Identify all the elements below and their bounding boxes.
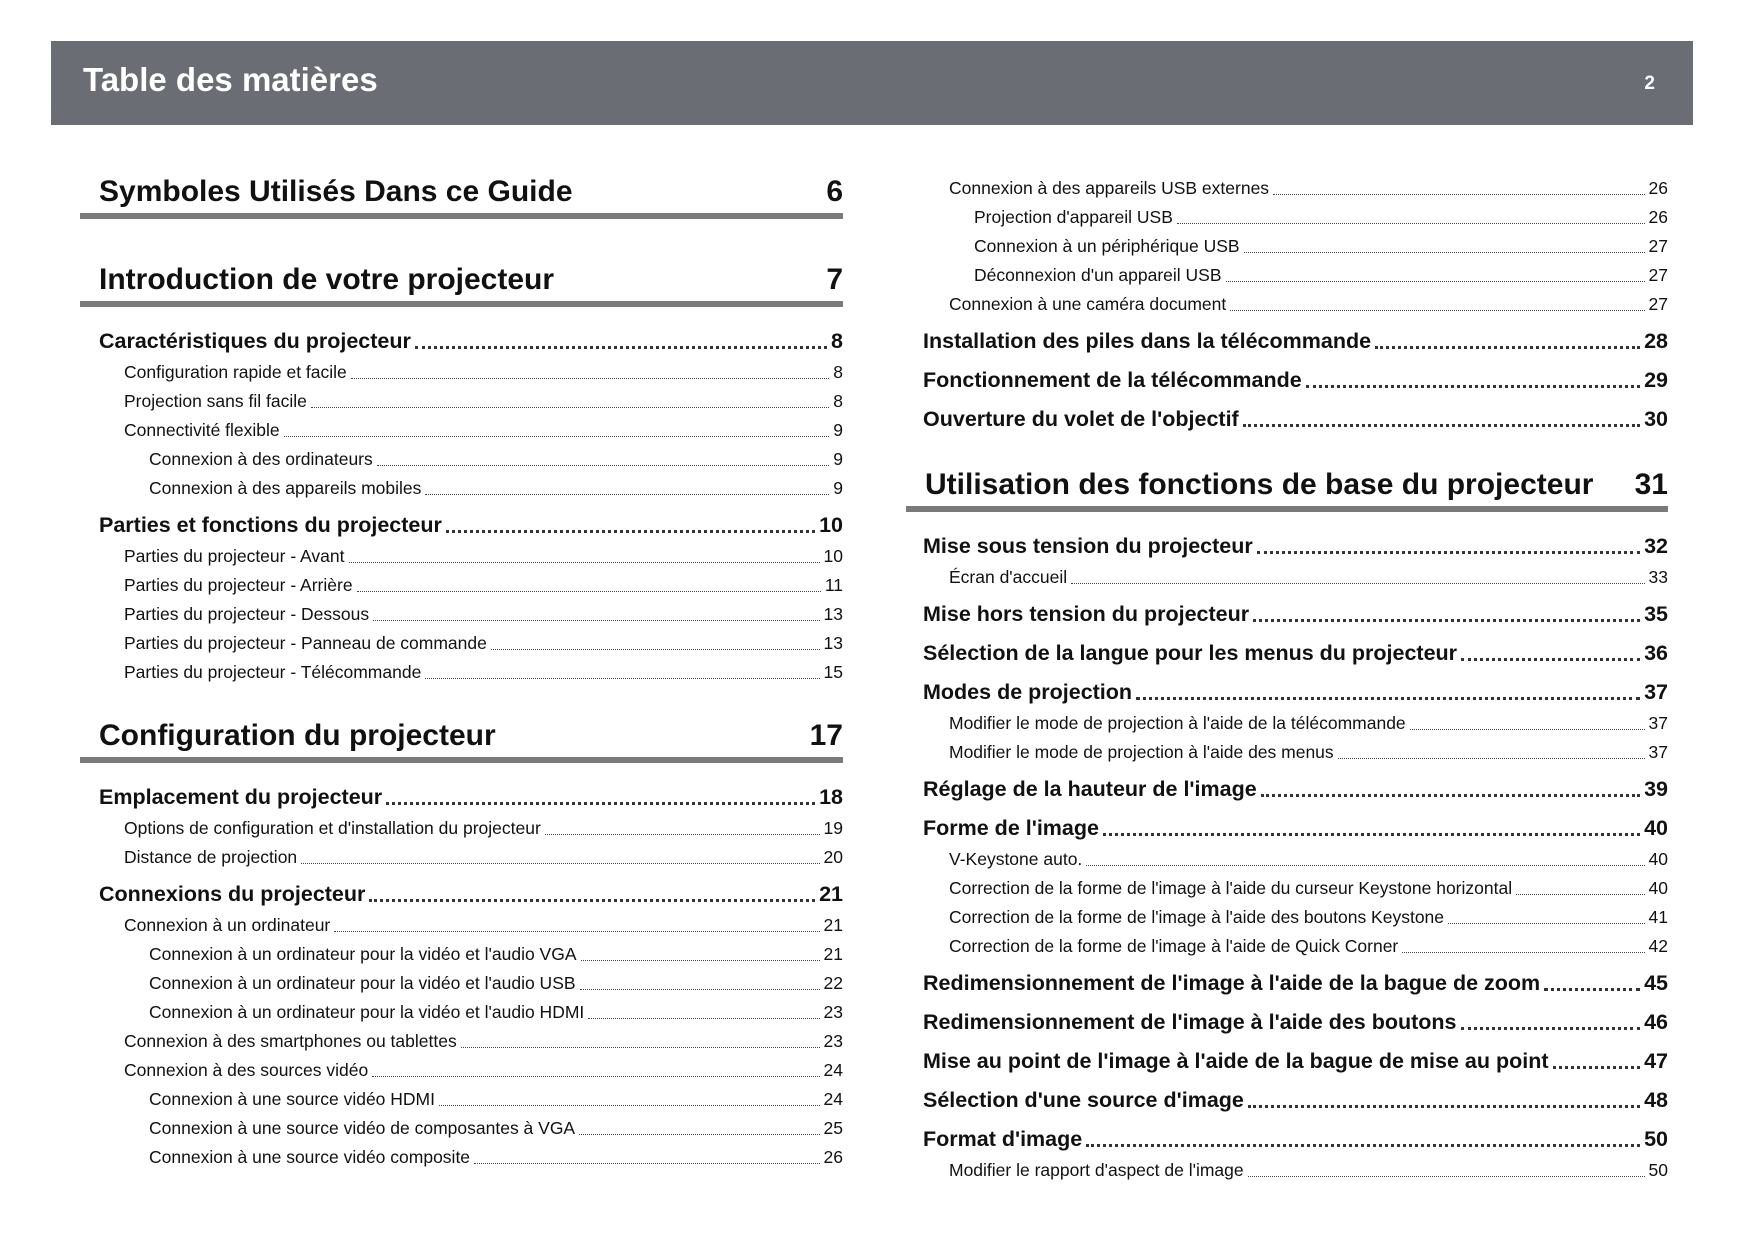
toc-entry-page: 9 <box>833 478 843 498</box>
toc-chapter[interactable] <box>80 697 843 775</box>
toc-entry[interactable] <box>80 1114 843 1143</box>
toc-entry-page: 25 <box>823 1118 843 1138</box>
toc-entry-page: 26 <box>1648 178 1668 198</box>
toc-entry-title: V-Keystone auto. <box>949 849 1083 869</box>
toc-entry[interactable] <box>80 969 843 998</box>
toc-entry-page: 47 <box>1644 1048 1668 1073</box>
dot-leader <box>1516 894 1644 895</box>
dot-leader <box>1248 1176 1645 1177</box>
dot-leader <box>372 1076 819 1077</box>
toc-entry-title: Parties du projecteur - Panneau de commande <box>124 633 487 653</box>
toc-entry-page: 27 <box>1648 265 1668 285</box>
dot-leader <box>1261 794 1640 797</box>
toc-entry-page: 18 <box>819 784 843 809</box>
toc-section[interactable] <box>906 402 1668 436</box>
dot-leader <box>588 1018 819 1019</box>
toc-entry-page: 9 <box>833 449 843 469</box>
toc-right-column <box>906 174 1668 1185</box>
dot-leader <box>1544 988 1640 991</box>
dot-leader <box>446 530 815 533</box>
toc-entry-title: Parties du projecteur - Dessous <box>124 604 370 624</box>
toc-entry-page: 27 <box>1648 294 1668 314</box>
toc-entry[interactable] <box>906 232 1668 261</box>
dot-leader <box>373 620 819 621</box>
toc-entry-title: Connexion à un ordinateur pour la vidéo et l'audio USB <box>149 973 576 993</box>
dot-leader <box>1461 658 1640 661</box>
dot-leader <box>1338 758 1645 759</box>
toc-entry-title: Parties du projecteur - Avant <box>124 546 345 566</box>
dot-leader <box>1244 252 1645 253</box>
toc-entry[interactable] <box>80 416 843 445</box>
toc-entry-page: 8 <box>831 328 843 353</box>
toc-entry-title: Déconnexion d'un appareil USB <box>974 265 1222 285</box>
toc-entry-page: 50 <box>1648 1160 1668 1180</box>
toc-entry[interactable] <box>80 445 843 474</box>
dot-leader <box>581 960 820 961</box>
toc-section[interactable] <box>906 675 1668 709</box>
toc-entry-title: Sélection de la langue pour les menus du projecteur <box>923 640 1458 665</box>
dot-leader <box>545 834 820 835</box>
dot-leader <box>369 899 815 902</box>
toc-entry-title: Mise hors tension du projecteur <box>923 601 1250 626</box>
toc-section[interactable] <box>906 1005 1668 1039</box>
toc-entry-title: Connexions du projecteur <box>99 881 366 906</box>
toc-entry-page: 36 <box>1644 640 1668 665</box>
toc-entry-page: 23 <box>823 1031 843 1051</box>
toc-entry-title: Connexion à une caméra document <box>949 294 1227 314</box>
toc-entry[interactable] <box>80 387 843 416</box>
dot-leader <box>357 591 821 592</box>
toc-entry-title: Correction de la forme de l'image à l'aide du curseur Keystone horizontal <box>949 878 1513 898</box>
toc-entry-page: 7 <box>826 263 843 296</box>
toc-entry[interactable] <box>906 903 1668 932</box>
toc-entry-page: 21 <box>823 915 843 935</box>
toc-entry-page: 45 <box>1644 970 1668 995</box>
toc-entry[interactable] <box>906 738 1668 767</box>
toc-section[interactable] <box>80 780 843 814</box>
dot-leader <box>311 407 829 408</box>
toc-entry-page: 20 <box>823 847 843 867</box>
toc-entry-title: Introduction de votre projecteur <box>99 263 555 296</box>
toc-entry[interactable] <box>80 629 843 658</box>
dot-leader <box>386 802 815 805</box>
toc-entry-page: 29 <box>1644 367 1668 392</box>
toc-entry-title: Modifier le rapport d'aspect de l'image <box>949 1160 1244 1180</box>
dot-leader <box>1375 346 1640 349</box>
toc-entry-page: 33 <box>1648 567 1668 587</box>
toc-entry-title: Connexion à des ordinateurs <box>149 449 373 469</box>
dot-leader <box>1257 551 1640 554</box>
toc-entry-page: 27 <box>1648 236 1668 256</box>
dot-leader <box>425 494 829 495</box>
toc-entry[interactable] <box>80 658 843 687</box>
dot-leader <box>1553 1066 1641 1069</box>
toc-entry[interactable] <box>80 1056 843 1085</box>
dot-leader <box>1306 385 1640 388</box>
toc-entry-title: Parties du projecteur - Télécommande <box>124 662 422 682</box>
dot-leader <box>351 378 829 379</box>
toc-entry-page: 15 <box>823 662 843 682</box>
toc-entry-title: Parties du projecteur - Arrière <box>124 575 353 595</box>
dot-leader <box>1410 729 1645 730</box>
toc-entry-title: Connexion à un ordinateur <box>124 915 331 935</box>
dot-leader <box>334 931 819 932</box>
toc-entry-title: Réglage de la hauteur de l'image <box>923 776 1257 801</box>
toc-entry-page: 41 <box>1648 907 1668 927</box>
toc-entry-title: Modifier le mode de projection à l'aide de la télécommande <box>949 713 1406 733</box>
dot-leader <box>1230 310 1644 311</box>
dot-leader <box>461 1047 820 1048</box>
toc-entry-title: Parties et fonctions du projecteur <box>99 512 442 537</box>
toc-entry[interactable] <box>906 709 1668 738</box>
toc-entry-page: 24 <box>823 1089 843 1109</box>
toc-section[interactable] <box>906 363 1668 397</box>
toc-entry-title: Connexion à une source vidéo HDMI <box>149 1089 435 1109</box>
toc-entry[interactable] <box>80 940 843 969</box>
toc-entry-page: 30 <box>1644 406 1668 431</box>
chapter-divider <box>906 506 1668 512</box>
toc-entry-page: 28 <box>1644 328 1668 353</box>
toc-entry[interactable] <box>906 174 1668 203</box>
toc-entry-title: Ouverture du volet de l'objectif <box>923 406 1239 431</box>
toc-entry-page: 37 <box>1648 742 1668 762</box>
toc-entry-page: 37 <box>1648 713 1668 733</box>
toc-entry-title: Connexion à des appareils mobiles <box>149 478 422 498</box>
toc-left-column <box>80 153 843 1172</box>
toc-entry-page: 40 <box>1648 878 1668 898</box>
dot-leader <box>491 649 820 650</box>
toc-entry-title: Projection sans fil facile <box>124 391 307 411</box>
dot-leader <box>1243 424 1640 427</box>
toc-entry[interactable] <box>906 261 1668 290</box>
toc-entry-page: 26 <box>1648 207 1668 227</box>
toc-entry-page: 39 <box>1644 776 1668 801</box>
toc-entry-title: Caractéristiques du projecteur <box>99 328 411 353</box>
toc-entry[interactable] <box>80 1143 843 1172</box>
toc-entry-page: 40 <box>1648 849 1668 869</box>
toc-entry-title: Distance de projection <box>124 847 298 867</box>
toc-entry-title: Connexion à des sources vidéo <box>124 1060 369 1080</box>
dot-leader <box>377 465 830 466</box>
toc-entry-title: Sélection d'une source d'image <box>923 1087 1244 1112</box>
toc-entry-page: 26 <box>823 1147 843 1167</box>
toc-entry[interactable] <box>906 1156 1668 1185</box>
toc-entry-page: 9 <box>833 420 843 440</box>
page-title: Table des matières <box>83 61 378 98</box>
toc-entry-page: 6 <box>826 175 843 208</box>
dot-leader <box>1086 1144 1640 1147</box>
toc-section[interactable] <box>80 877 843 911</box>
toc-entry-page: 40 <box>1644 815 1668 840</box>
toc-entry-page: 8 <box>833 391 843 411</box>
toc-entry-title: Forme de l'image <box>923 815 1099 840</box>
toc-entry-title: Mise au point de l'image à l'aide de la bague de mise au point <box>923 1048 1549 1073</box>
toc-entry-page: 21 <box>819 881 843 906</box>
toc-section[interactable] <box>906 324 1668 358</box>
dot-leader <box>439 1105 820 1106</box>
toc-chapter[interactable] <box>80 153 843 231</box>
toc-entry-title: Installation des piles dans la télécommande <box>923 328 1372 353</box>
toc-entry-title: Connexion à des appareils USB externes <box>949 178 1270 198</box>
toc-entry-title: Modifier le mode de projection à l'aide des menus <box>949 742 1334 762</box>
toc-entry[interactable] <box>80 571 843 600</box>
toc-entry[interactable] <box>906 290 1668 319</box>
dot-leader <box>1253 619 1640 622</box>
dot-leader <box>301 863 819 864</box>
toc-entry-title: Projection d'appareil USB <box>974 207 1173 227</box>
toc-entry-page: 31 <box>1634 468 1668 501</box>
toc-entry-page: 50 <box>1644 1126 1668 1151</box>
toc-entry-title: Connexion à un périphérique USB <box>974 236 1240 256</box>
toc-entry-title: Connexion à des smartphones ou tablettes <box>124 1031 457 1051</box>
toc-section[interactable] <box>906 811 1668 845</box>
dot-leader <box>1248 1105 1640 1108</box>
toc-entry-title: Connexion à un ordinateur pour la vidéo et l'audio HDMI <box>149 1002 585 1022</box>
toc-entry-title: Connexion à un ordinateur pour la vidéo et l'audio VGA <box>149 944 577 964</box>
toc-section[interactable] <box>906 1122 1668 1156</box>
toc-entry-title: Format d'image <box>923 1126 1083 1151</box>
toc-entry-page: 17 <box>809 719 843 752</box>
toc-section[interactable] <box>906 1044 1668 1078</box>
toc-entry-page: 23 <box>823 1002 843 1022</box>
toc-entry[interactable] <box>80 1027 843 1056</box>
toc-entry[interactable] <box>80 814 843 843</box>
toc-entry-page: 37 <box>1644 679 1668 704</box>
dot-leader <box>349 562 820 563</box>
toc-entry[interactable] <box>906 845 1668 874</box>
toc-entry-page: 13 <box>823 633 843 653</box>
toc-section[interactable] <box>906 597 1668 631</box>
toc-entry-page: 10 <box>823 546 843 566</box>
dot-leader <box>579 1134 819 1135</box>
toc-entry-page: 24 <box>823 1060 843 1080</box>
toc-entry-title: Connexion à une source vidéo de composantes à VGA <box>149 1118 576 1138</box>
toc-entry-title: Configuration du projecteur <box>99 719 496 752</box>
toc-entry[interactable] <box>906 874 1668 903</box>
dot-leader <box>1136 697 1640 700</box>
toc-section[interactable] <box>80 324 843 358</box>
dot-leader <box>1086 865 1644 866</box>
toc-section[interactable] <box>906 529 1668 563</box>
toc-entry-title: Redimensionnement de l'image à l'aide de la bague de zoom <box>923 970 1541 995</box>
toc-entry-page: 13 <box>823 604 843 624</box>
toc-entry[interactable] <box>906 932 1668 961</box>
dot-leader <box>1402 952 1644 953</box>
toc-entry-page: 10 <box>819 512 843 537</box>
toc-chapter[interactable] <box>906 446 1668 524</box>
toc-entry-title: Utilisation des fonctions de base du projecteur <box>925 468 1594 501</box>
dot-leader <box>580 989 820 990</box>
toc-entry-title: Connectivité flexible <box>124 420 280 440</box>
toc-entry-title: Connexion à une source vidéo composite <box>149 1147 471 1167</box>
dot-leader <box>284 436 830 437</box>
toc-section[interactable] <box>906 966 1668 1000</box>
toc-section[interactable] <box>906 636 1668 670</box>
toc-entry-title: Modes de projection <box>923 679 1133 704</box>
toc-entry[interactable] <box>906 203 1668 232</box>
toc-entry-title: Redimensionnement de l'image à l'aide des boutons <box>923 1009 1457 1034</box>
toc-entry[interactable] <box>906 563 1668 592</box>
toc-entry[interactable] <box>80 1085 843 1114</box>
toc-entry[interactable] <box>80 600 843 629</box>
dot-leader <box>1448 923 1645 924</box>
dot-leader <box>425 678 819 679</box>
toc-entry[interactable] <box>80 474 843 503</box>
dot-leader <box>1461 1027 1641 1030</box>
dot-leader <box>474 1163 819 1164</box>
toc-entry-page: 42 <box>1648 936 1668 956</box>
toc-entry-title: Options de configuration et d'installation du projecteur <box>124 818 541 838</box>
toc-entry-title: Fonctionnement de la télécommande <box>923 367 1302 392</box>
toc-section[interactable] <box>906 1083 1668 1117</box>
page-number: 2 <box>1644 73 1655 94</box>
toc-chapter[interactable] <box>80 241 843 319</box>
dot-leader <box>1071 583 1644 584</box>
toc-entry-page: 11 <box>824 575 843 595</box>
toc-entry-page: 19 <box>823 818 843 838</box>
toc-entry-title: Correction de la forme de l'image à l'aide de Quick Corner <box>949 936 1399 956</box>
toc-entry-page: 22 <box>823 973 843 993</box>
toc-entry[interactable] <box>80 542 843 571</box>
dot-leader <box>1103 833 1640 836</box>
toc-entry-page: 35 <box>1644 601 1668 626</box>
chapter-divider <box>80 757 843 763</box>
toc-section[interactable] <box>80 508 843 542</box>
dot-leader <box>1177 223 1645 224</box>
toc-entry-title: Configuration rapide et facile <box>124 362 347 382</box>
toc-entry-page: 8 <box>833 362 843 382</box>
toc-entry-title: Symboles Utilisés Dans ce Guide <box>99 175 573 208</box>
toc-entry[interactable] <box>80 358 843 387</box>
chapter-divider <box>80 301 843 307</box>
page-header <box>51 41 1693 125</box>
toc-entry-page: 21 <box>823 944 843 964</box>
toc-entry-title: Écran d'accueil <box>949 567 1068 587</box>
toc-section[interactable] <box>906 772 1668 806</box>
toc-entry[interactable] <box>80 843 843 872</box>
toc-entry[interactable] <box>80 998 843 1027</box>
toc-entry-page: 46 <box>1644 1009 1668 1034</box>
dot-leader <box>1226 281 1645 282</box>
toc-entry-page: 32 <box>1644 533 1668 558</box>
toc-entry-title: Mise sous tension du projecteur <box>923 533 1253 558</box>
chapter-divider <box>80 213 843 219</box>
toc-entry-title: Emplacement du projecteur <box>99 784 383 809</box>
toc-entry[interactable] <box>80 911 843 940</box>
dot-leader <box>415 346 827 349</box>
toc-entry-page: 48 <box>1644 1087 1668 1112</box>
dot-leader <box>1273 194 1644 195</box>
toc-entry-title: Correction de la forme de l'image à l'aide des boutons Keystone <box>949 907 1445 927</box>
